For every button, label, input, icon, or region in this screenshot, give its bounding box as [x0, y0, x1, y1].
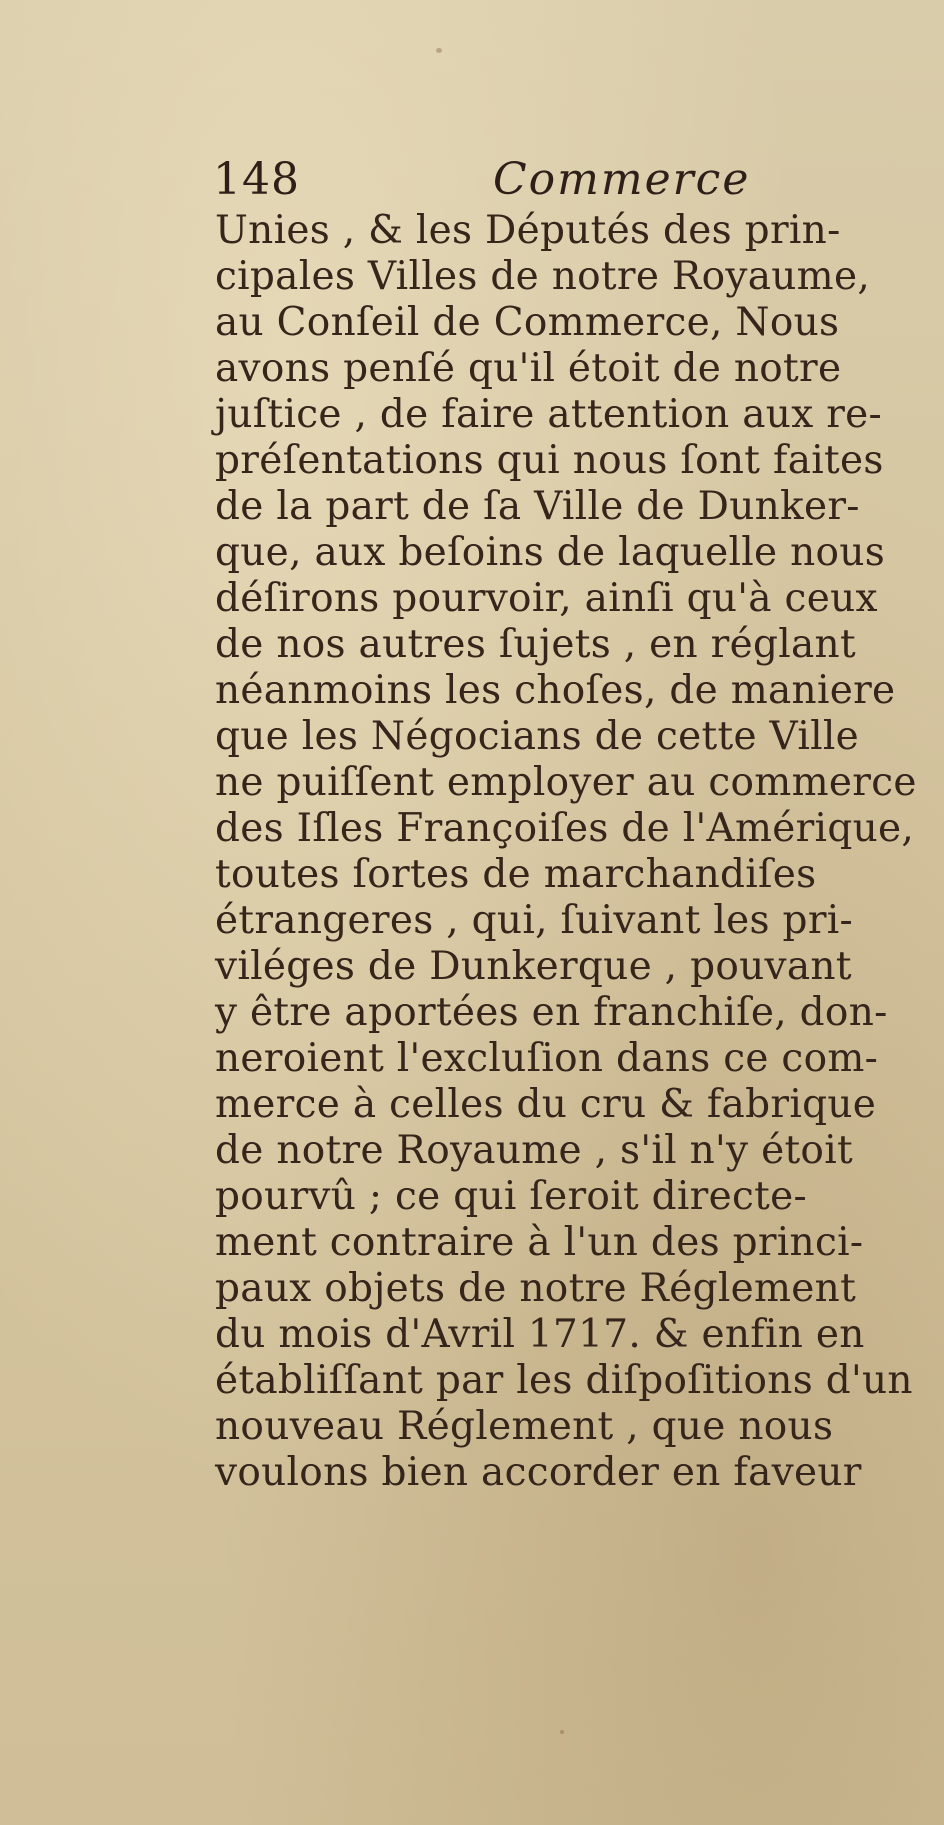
text-line: que les Négocians de cette Ville: [215, 714, 860, 759]
text-line: avons penſé qu'il étoit de notre: [215, 346, 842, 391]
text-line: nouveau Réglement , que nous: [215, 1404, 834, 1449]
text-line: de nos autres ſujets , en réglant: [215, 622, 856, 667]
text-line: que, aux beſoins de laquelle nous: [215, 530, 886, 575]
text-line: du mois d'Avril 1717. & enfin en: [215, 1312, 865, 1357]
running-head: Commerce: [493, 154, 751, 205]
text-line: préſentations qui nous ſont faites: [215, 438, 884, 483]
text-line: viléges de Dunkerque , pouvant: [215, 944, 852, 989]
text-line: paux objets de notre Réglement: [215, 1266, 857, 1311]
text-line: pourvû ; ce qui ſeroit directe-: [215, 1174, 807, 1219]
text-line: ne puiſſent employer au commerce: [215, 760, 917, 805]
paper-stain: [560, 1730, 564, 1734]
text-line: déſirons pourvoir, ainſi qu'à ceux: [215, 576, 878, 621]
text-line: étrangeres , qui, ſuivant les pri-: [215, 898, 854, 943]
page-number: 148: [213, 154, 300, 205]
text-line: y être aportées en franchiſe, don-: [215, 990, 888, 1035]
text-line: néanmoins les choſes, de maniere: [215, 668, 896, 713]
text-line: établiſſant par les diſpoſitions d'un: [215, 1358, 913, 1403]
text-line: Unies , & les Députés des prin-: [215, 208, 841, 253]
text-line: ment contraire à l'un des princi-: [215, 1220, 864, 1265]
text-line: cipales Villes de notre Royaume,: [215, 254, 871, 299]
text-line: de notre Royaume , s'il n'y étoit: [215, 1128, 853, 1173]
text-line: au Conſeil de Commerce, Nous: [215, 300, 840, 345]
text-line: juſtice , de faire attention aux re-: [215, 392, 883, 437]
paper-stain: [436, 48, 442, 53]
text-line: merce à celles du cru & fabrique: [215, 1082, 877, 1127]
text-line: neroient l'excluſion dans ce com-: [215, 1036, 879, 1081]
page-header: [213, 150, 813, 210]
body-text: [215, 208, 935, 1496]
text-line: de la part de ſa Ville de Dunker-: [215, 484, 860, 529]
text-line: toutes ſortes de marchandiſes: [215, 852, 817, 897]
text-line: des Iſles Françoiſes de l'Amérique,: [215, 806, 915, 851]
text-line: voulons bien accorder en faveur: [215, 1450, 862, 1495]
